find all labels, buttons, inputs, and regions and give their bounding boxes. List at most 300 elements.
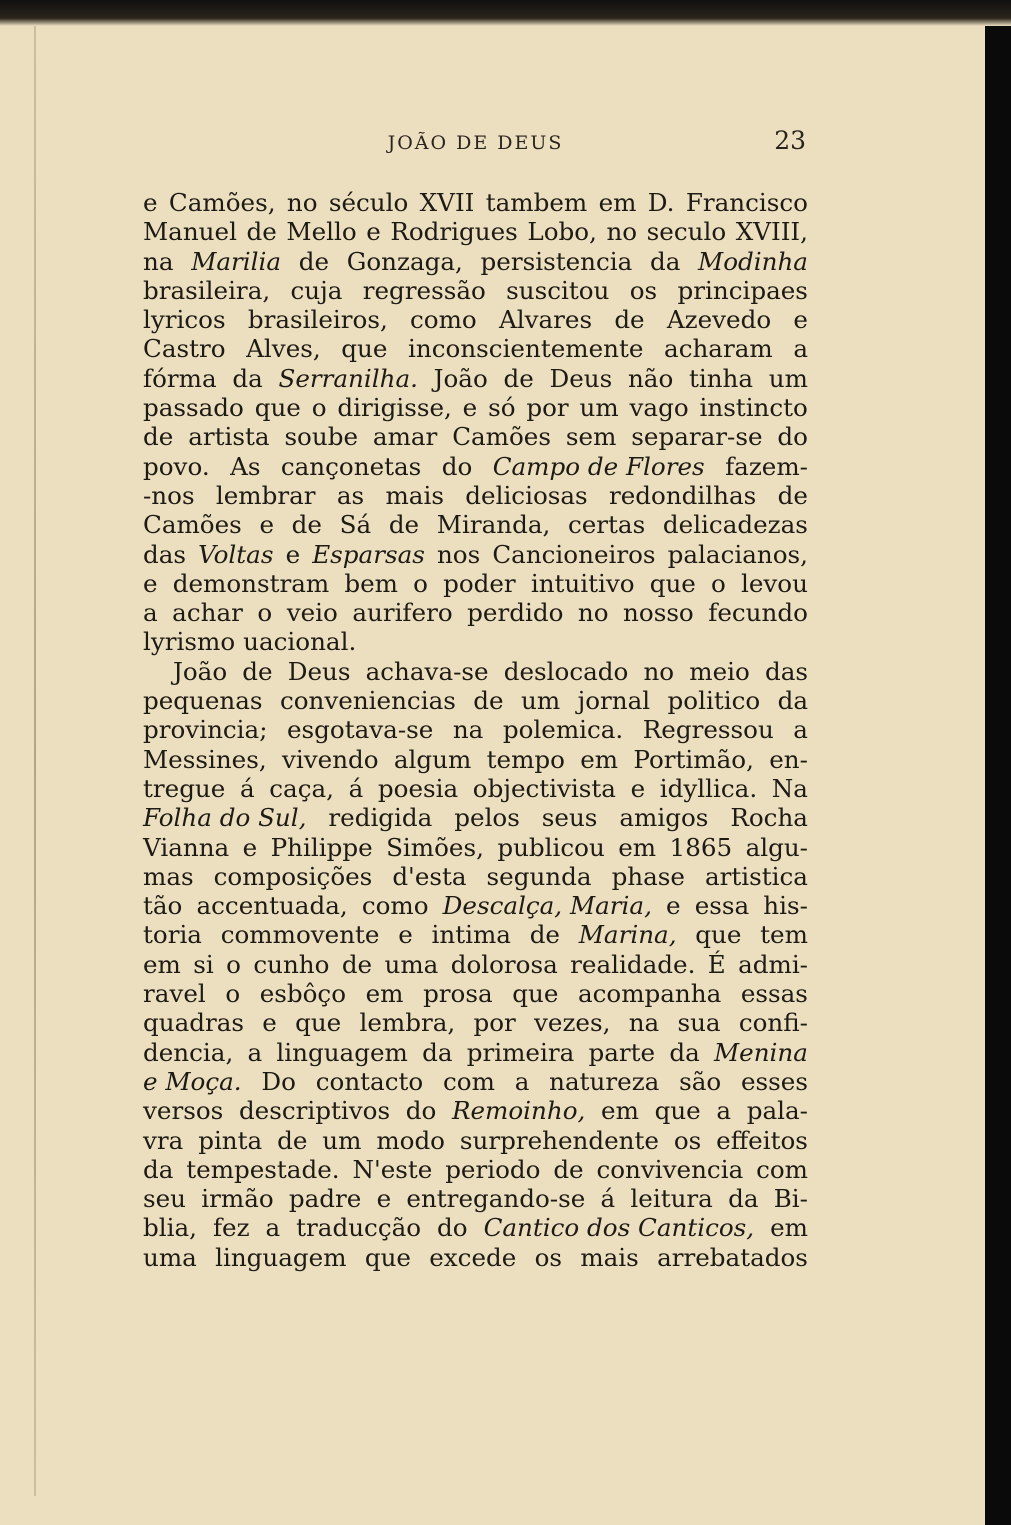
word: N'este xyxy=(352,1154,433,1184)
word: passado xyxy=(143,393,244,423)
word: conveniencias xyxy=(279,686,456,716)
word: delicadezas xyxy=(662,510,808,540)
word: sua xyxy=(677,1008,721,1038)
word: do xyxy=(777,422,808,452)
text-line xyxy=(143,1243,808,1272)
word: as xyxy=(336,480,365,510)
word: um xyxy=(322,1125,362,1155)
word: redondilhas xyxy=(608,480,757,510)
word: e xyxy=(376,1184,392,1214)
word: de xyxy=(341,949,373,979)
italic-word: Cantico dos Canticos, xyxy=(483,1213,755,1243)
word: inconscientemente xyxy=(408,334,644,364)
word: d'esta xyxy=(392,861,467,891)
word: que xyxy=(512,979,559,1009)
word: que xyxy=(341,334,388,364)
word: si xyxy=(193,949,214,979)
word: Deus xyxy=(549,363,613,393)
word: na xyxy=(628,1008,660,1038)
word: fórma xyxy=(143,363,217,393)
word: seus xyxy=(541,803,598,833)
word: leitura xyxy=(630,1184,713,1214)
word: levou xyxy=(740,568,808,598)
word: Lobo, xyxy=(527,217,597,247)
word: acompanha xyxy=(577,979,722,1009)
word: como xyxy=(410,305,477,335)
word: da xyxy=(232,363,263,393)
word: vezes, xyxy=(534,1008,611,1038)
page-number: 23 xyxy=(774,126,806,155)
word: Cancioneiros xyxy=(492,539,656,569)
word: cuja xyxy=(290,275,343,305)
word: artistica xyxy=(704,861,808,891)
word: essa xyxy=(694,891,750,921)
word: caça, xyxy=(269,773,334,803)
word: Azevedo xyxy=(666,305,772,335)
word: excede xyxy=(429,1242,517,1272)
word: a xyxy=(143,598,158,628)
word: de xyxy=(777,480,808,510)
word: lyricos xyxy=(143,305,226,335)
word: Castro xyxy=(143,334,226,364)
word: accentuada, xyxy=(196,891,348,921)
word: o xyxy=(226,949,241,979)
text-line xyxy=(143,188,808,217)
word: de xyxy=(529,920,560,950)
word: Rodrigues xyxy=(390,217,518,247)
text-line xyxy=(143,510,808,539)
word: de xyxy=(143,422,174,452)
word: periodo xyxy=(445,1154,541,1184)
word: tem xyxy=(760,920,808,950)
word: povo. xyxy=(143,451,210,481)
italic-word: Menina xyxy=(713,1037,808,1067)
word: tregue xyxy=(143,773,226,803)
word: Manuel xyxy=(143,217,237,247)
word: his- xyxy=(763,891,808,921)
word: intuitivo xyxy=(530,568,635,598)
word: o xyxy=(311,393,327,423)
word: que xyxy=(654,1096,701,1126)
text-line xyxy=(143,862,808,891)
word: surprehendente xyxy=(459,1125,659,1155)
italic-word: Folha do Sul, xyxy=(143,803,307,833)
word: e xyxy=(630,773,646,803)
word: e xyxy=(285,539,301,569)
word: artista xyxy=(188,422,270,452)
word: o xyxy=(225,979,241,1009)
word: esbôço xyxy=(259,979,347,1009)
word: das xyxy=(764,656,808,686)
italic-word: e Moça. xyxy=(143,1066,242,1096)
body-text xyxy=(143,188,808,1272)
word: irmão xyxy=(201,1184,274,1214)
text-line xyxy=(143,627,808,656)
word: no xyxy=(577,598,609,628)
word: fecundo xyxy=(708,598,808,628)
word: que xyxy=(295,1008,342,1038)
word: É xyxy=(707,949,726,979)
word: com xyxy=(442,1066,495,1096)
binding-line xyxy=(34,26,36,1496)
word: Francisco xyxy=(685,188,808,217)
word: o xyxy=(711,568,726,598)
word: das xyxy=(143,539,187,569)
text-line xyxy=(143,745,808,774)
word: só xyxy=(488,393,516,423)
text-line xyxy=(143,774,808,803)
word: fazem- xyxy=(725,451,808,481)
word: da xyxy=(777,686,808,716)
word: em xyxy=(580,744,619,774)
word: redigida xyxy=(328,803,433,833)
word: Messines, xyxy=(143,744,267,774)
word: um xyxy=(579,393,619,423)
italic-word: Esparsas xyxy=(312,539,425,569)
word: Miranda, xyxy=(436,510,551,540)
word: á xyxy=(348,773,364,803)
word: em xyxy=(601,1096,639,1126)
text-line xyxy=(143,891,808,920)
text-line xyxy=(143,833,808,862)
word: Rocha xyxy=(730,803,808,833)
text-line xyxy=(143,803,808,832)
word: século xyxy=(328,188,409,217)
word: aurifero xyxy=(352,598,453,628)
text-line xyxy=(143,540,808,569)
italic-word: Marina, xyxy=(578,920,677,950)
word: Camões, xyxy=(168,188,276,217)
italic-word: Marilia xyxy=(191,246,282,276)
text-line xyxy=(143,1155,808,1184)
word: lembrar xyxy=(215,480,316,510)
running-head: JOÃO DE DEUS xyxy=(387,132,564,154)
word: que xyxy=(364,1242,411,1272)
word: Regressou xyxy=(642,715,774,745)
word: e xyxy=(262,1008,277,1038)
word: quadras xyxy=(143,1008,245,1038)
word: amigos xyxy=(619,803,709,833)
word: uacional. xyxy=(243,627,357,657)
text-line xyxy=(143,305,808,334)
word: mais xyxy=(580,1242,639,1272)
word: instincto xyxy=(699,393,808,423)
word: jornal xyxy=(577,686,651,716)
text-line xyxy=(143,1038,808,1067)
word: a xyxy=(793,715,808,745)
word: realidade. xyxy=(570,949,696,979)
text-line xyxy=(143,217,808,246)
text-line xyxy=(143,1096,808,1125)
word: linguagem xyxy=(276,1037,408,1067)
word: do xyxy=(441,451,473,481)
word: toria xyxy=(143,920,202,950)
word: nos xyxy=(436,539,481,569)
word: um xyxy=(768,363,808,393)
word: tão xyxy=(143,891,183,921)
text-line xyxy=(143,452,808,481)
word: a xyxy=(793,334,808,364)
word: brasileira, xyxy=(143,275,271,305)
word: pala- xyxy=(746,1096,808,1126)
text-line xyxy=(143,276,808,305)
word: os xyxy=(629,275,658,305)
word: e xyxy=(793,305,808,335)
word: não xyxy=(627,363,674,393)
word: em xyxy=(143,949,181,979)
word: Deus xyxy=(287,656,351,686)
word: de xyxy=(291,510,322,540)
word: deliciosas xyxy=(465,480,588,510)
word: do xyxy=(437,1213,468,1243)
word: XVII xyxy=(419,188,475,217)
word: vra xyxy=(143,1125,184,1155)
word: cançonetas xyxy=(280,451,422,481)
word: algum xyxy=(393,744,472,774)
word: tinha xyxy=(688,363,754,393)
word: achar xyxy=(172,598,243,628)
word: Camões xyxy=(143,510,242,540)
word: em xyxy=(598,188,637,217)
word: esgotava-se xyxy=(287,715,434,745)
word: brasileiros, xyxy=(247,305,388,335)
word: na xyxy=(452,715,484,745)
word: pinta xyxy=(198,1125,263,1155)
word: phase xyxy=(611,861,685,891)
word: essas xyxy=(740,979,808,1009)
word: e xyxy=(143,568,158,598)
word: cunho xyxy=(253,949,330,979)
word: Sá xyxy=(339,510,372,540)
word: no xyxy=(286,188,318,217)
word: da xyxy=(422,1037,453,1067)
word: Camões xyxy=(452,422,551,452)
word: algu- xyxy=(745,832,808,862)
word: 1865 xyxy=(669,832,733,862)
text-line xyxy=(143,481,808,510)
word: em xyxy=(770,1213,808,1243)
word: achava-se xyxy=(365,656,489,686)
word: pequenas xyxy=(143,686,263,716)
word: que xyxy=(649,568,696,598)
word: natureza xyxy=(549,1066,660,1096)
word: segunda xyxy=(486,861,592,891)
word: o xyxy=(257,598,273,628)
word: poesia xyxy=(377,773,459,803)
word: provincia; xyxy=(143,715,268,745)
word: contacto xyxy=(315,1066,424,1096)
word: regressão xyxy=(362,275,486,305)
italic-word: Remoinho, xyxy=(451,1096,586,1126)
word: admi- xyxy=(738,949,808,979)
word: e xyxy=(143,188,158,217)
word: D. xyxy=(647,188,675,217)
word: traducção xyxy=(296,1213,422,1243)
word: no xyxy=(643,656,675,686)
word: mais xyxy=(385,480,444,510)
word: deslocado xyxy=(503,656,629,686)
text-line xyxy=(143,979,808,1008)
word: e xyxy=(398,920,413,950)
word: de xyxy=(388,510,420,540)
word: composições xyxy=(213,861,373,891)
italic-word: Voltas xyxy=(198,539,274,569)
word: dirigisse, xyxy=(337,393,452,423)
word: certas xyxy=(567,510,646,540)
page-header xyxy=(143,126,808,160)
word: entregando-se xyxy=(406,1184,586,1214)
word: da xyxy=(669,1037,700,1067)
italic-word: Modinha xyxy=(698,246,808,276)
word: Do xyxy=(261,1066,296,1096)
word: á xyxy=(239,773,255,803)
word: do xyxy=(405,1096,437,1126)
word: prosa xyxy=(423,979,493,1009)
text-line xyxy=(143,422,808,451)
word: persistencia xyxy=(480,246,633,276)
word: no xyxy=(606,217,638,247)
word: padre xyxy=(288,1184,362,1214)
word: XVIII, xyxy=(735,217,808,247)
word: primeira xyxy=(466,1037,575,1067)
text-line xyxy=(143,598,808,627)
word: ravel xyxy=(143,979,206,1009)
word: na xyxy=(143,246,174,276)
text-line xyxy=(143,1213,808,1242)
word: a xyxy=(514,1066,530,1096)
word: -nos xyxy=(143,480,195,510)
word: dolorosa xyxy=(450,949,558,979)
word: lembra, xyxy=(359,1008,456,1038)
word: e xyxy=(259,510,275,540)
word: João xyxy=(173,656,228,686)
word: parte xyxy=(588,1037,656,1067)
word: tempestade. xyxy=(186,1154,340,1184)
word: uma xyxy=(143,1242,197,1272)
word: As xyxy=(230,451,261,481)
text-line xyxy=(143,1008,808,1037)
word: a xyxy=(716,1096,732,1126)
word: esses xyxy=(741,1066,808,1096)
word: e xyxy=(242,832,258,862)
word: da xyxy=(649,246,681,276)
word: o xyxy=(413,568,428,598)
text-line xyxy=(143,569,808,598)
word: intima xyxy=(431,920,511,950)
text-line xyxy=(143,920,808,949)
page-top-edge xyxy=(0,0,1011,26)
word: de xyxy=(298,246,330,276)
word: os xyxy=(534,1242,563,1272)
word: vivendo xyxy=(281,744,379,774)
word: blia, xyxy=(143,1213,197,1243)
text-line xyxy=(143,1184,808,1213)
word: polemica. xyxy=(502,715,624,745)
word: effeitos xyxy=(716,1125,808,1155)
word: bem xyxy=(344,568,398,598)
word: os xyxy=(673,1125,702,1155)
italic-word: Serranilha. xyxy=(278,363,418,393)
word: dencia, xyxy=(143,1037,234,1067)
word: de xyxy=(473,686,504,716)
text-line xyxy=(143,950,808,979)
word: a xyxy=(265,1213,281,1243)
word: principaes xyxy=(677,275,808,305)
word: palacianos, xyxy=(667,539,808,569)
text-line xyxy=(143,657,808,686)
word: fez xyxy=(212,1213,250,1243)
word: mas xyxy=(143,861,194,891)
word: como xyxy=(361,891,429,921)
word: por xyxy=(526,393,569,423)
word: politico xyxy=(667,686,761,716)
word: são xyxy=(679,1066,722,1096)
word: João xyxy=(433,363,488,393)
word: poder xyxy=(443,568,516,598)
text-line xyxy=(143,334,808,363)
word: um xyxy=(521,686,561,716)
word: arrebatados xyxy=(657,1242,808,1272)
word: amar xyxy=(372,422,438,452)
word: a xyxy=(247,1037,263,1067)
word: e xyxy=(666,891,681,921)
word: Alves, xyxy=(246,334,321,364)
text-line xyxy=(143,1067,808,1096)
word: em xyxy=(618,832,657,862)
word: tambem xyxy=(485,188,588,217)
word: commovente xyxy=(220,920,380,950)
word: de xyxy=(553,1154,584,1184)
word: en- xyxy=(769,744,808,774)
word: modo xyxy=(376,1125,445,1155)
word: soube xyxy=(284,422,359,452)
text-line xyxy=(143,364,808,393)
word: da xyxy=(143,1154,174,1184)
word: que xyxy=(695,920,742,950)
word: versos xyxy=(143,1096,224,1126)
word: suscitou xyxy=(506,275,610,305)
text-line xyxy=(143,715,808,744)
word: uma xyxy=(384,949,439,979)
word: seu xyxy=(143,1184,187,1214)
word: Alvares xyxy=(498,305,593,335)
word: com xyxy=(756,1154,808,1184)
text-line xyxy=(143,1126,808,1155)
word: que xyxy=(254,393,301,423)
word: de xyxy=(242,656,273,686)
word: Mello xyxy=(286,217,357,247)
word: Na xyxy=(771,773,808,803)
word: linguagem xyxy=(215,1242,347,1272)
word: de xyxy=(614,305,645,335)
word: Philippe xyxy=(270,832,373,862)
word: descriptivos xyxy=(238,1096,391,1126)
word: demonstram xyxy=(172,568,330,598)
word: meio xyxy=(689,656,750,686)
word: Bi- xyxy=(773,1184,808,1214)
word: á xyxy=(600,1184,616,1214)
text-line xyxy=(143,686,808,715)
word: Portimão, xyxy=(633,744,754,774)
word: em xyxy=(365,979,404,1009)
word: sem xyxy=(565,422,617,452)
word: vago xyxy=(629,393,689,423)
italic-word: Descalça, Maria, xyxy=(442,891,652,921)
word: e xyxy=(366,217,381,247)
word: perdido xyxy=(467,598,564,628)
text-line xyxy=(143,247,808,276)
word: separar-se xyxy=(631,422,763,452)
